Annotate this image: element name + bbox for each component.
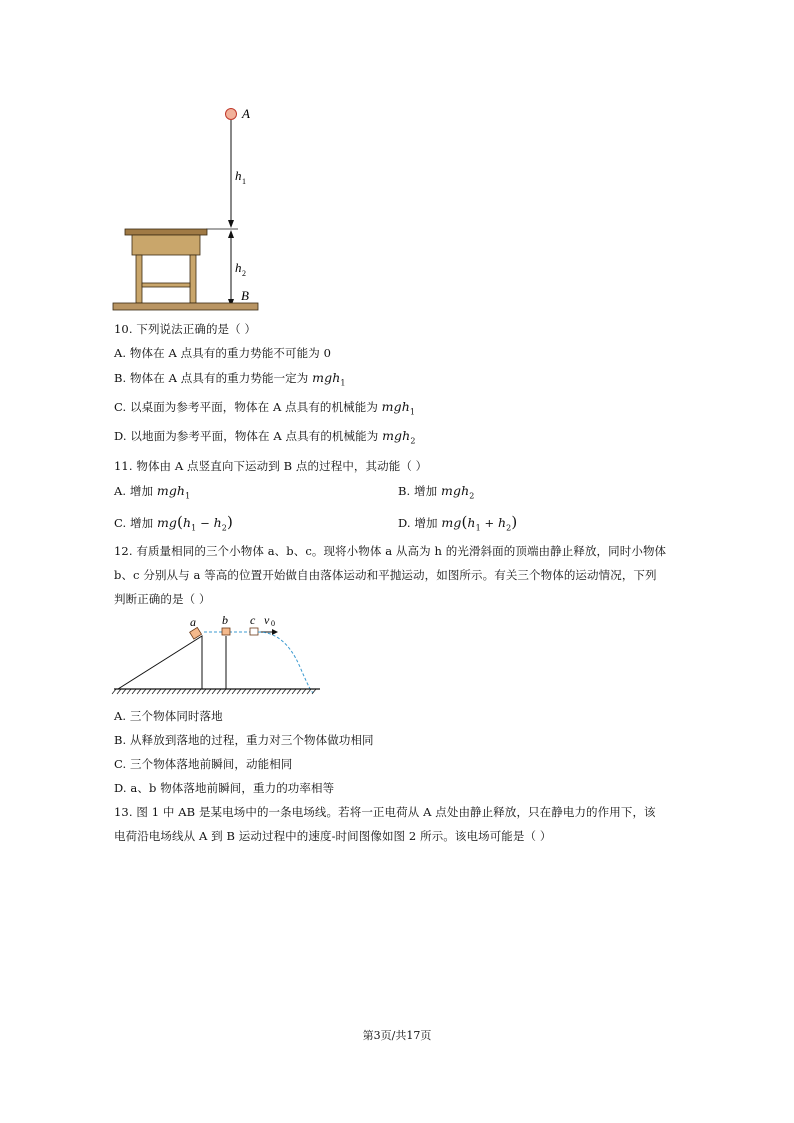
desk-crossbar <box>142 283 190 287</box>
q11-option-d-inner2: h <box>498 515 507 530</box>
q10-option-b <box>114 370 346 387</box>
q11-option-d-math: mg <box>441 515 462 530</box>
q10-option-d-text: D. 以地面为参考平面，物体在 A 点具有的机械能为 <box>114 429 383 443</box>
q11-option-c-math: mg <box>156 515 178 530</box>
desk-top <box>125 229 207 235</box>
q11-option-d-sub2: 2 <box>506 523 512 533</box>
label-A: A <box>242 106 250 121</box>
q12-line3: 判断正确的是（ ） <box>114 592 211 606</box>
q13-line2: 电荷沿电场线从 A 到 B 运动过程中的速度-时间图像如图 2 所示。该电场可能是（ ） <box>114 829 552 843</box>
q11-option-a-text: A. 增加 <box>114 484 157 498</box>
q12-line2: b、c 分别从与 a 等高的位置开始做自由落体运动和平抛运动，如图所示。有关三个物体的运动情况，下列 <box>114 568 657 582</box>
desk-leg-left <box>136 255 142 303</box>
projectile-path <box>258 632 313 693</box>
q11-option-b-math: mgh <box>441 483 470 498</box>
q11-option-c-op: − <box>196 516 214 530</box>
q12-option-b: B. 从释放到落地的过程，重力对三个物体做功相同 <box>114 733 374 747</box>
q11-option-c-sub1: 1 <box>191 523 197 533</box>
desk-drawer <box>132 235 200 255</box>
v0-arrow-head <box>272 629 278 635</box>
q11-option-c-sub2: 2 <box>221 523 227 533</box>
q12-option-c: C. 三个物体落地前瞬间，动能相同 <box>114 757 293 771</box>
q10-option-c-math: mgh <box>381 399 410 414</box>
q10-option-c-sub: 1 <box>409 407 416 417</box>
figure-incline-projectile <box>110 612 325 697</box>
q10-option-c <box>114 399 415 416</box>
q13-line1: 13. 图 1 中 AB 是某电场中的一条电场线。若将一正电荷从 A 点处由静止释放，只在静电力的作用下，该 <box>114 805 656 819</box>
q11-option-d: D. 增加 $mg(h_1 + h_2)$ <box>398 513 518 533</box>
desk-leg-right <box>190 255 196 303</box>
q10-option-d-math: mgh <box>382 428 411 443</box>
q11-option-d-op: + <box>480 516 499 530</box>
ground <box>113 303 258 310</box>
q11-option-b <box>398 483 474 500</box>
q11-stem: 11. 物体由 A 点竖直向下运动到 B 点的过程中，其动能（ ） <box>114 459 428 473</box>
q10-option-d <box>114 428 416 445</box>
q11-option-d-inner1: h <box>467 515 476 530</box>
q12-option-a: A. 三个物体同时落地 <box>114 709 223 723</box>
q11-option-d-sub1: 1 <box>475 523 481 533</box>
q10-option-c-text: C. 以桌面为参考平面，物体在 A 点具有的机械能为 <box>114 400 382 414</box>
label-h2: h <box>235 260 242 275</box>
incline <box>118 636 202 689</box>
box-b <box>222 628 230 635</box>
box-c <box>250 628 258 635</box>
q10-option-a: A. 物体在 A 点具有的重力势能不可能为 0 <box>114 346 332 360</box>
label-v0: v <box>264 613 270 627</box>
q11-option-b-text: B. 增加 <box>398 484 442 498</box>
q11-option-a-sub: 1 <box>185 491 191 501</box>
q11-option-c-text: C. 增加 <box>114 516 157 530</box>
q11-option-a-math: mgh <box>156 483 186 498</box>
q11-option-c: C. 增加 $mg(h_1 - h_2)$ <box>114 513 233 533</box>
q12-line1: 12. 有质量相同的三个小物体 a、b、c。现将小物体 a 从高为 h 的光滑斜面的顶端由静止释放，同时小物体 <box>114 544 667 558</box>
q10-option-b-sub: 1 <box>340 378 346 388</box>
q11-option-d-text: D. 增加 <box>398 516 442 530</box>
q12-option-d: D. a、b 物体落地前瞬间，重力的功率相等 <box>114 781 335 795</box>
q10-option-d-sub: 2 <box>410 436 416 446</box>
label-B: B <box>241 288 249 303</box>
q10-stem: 10. 下列说法正确的是（ ） <box>114 322 257 336</box>
label-h2-sub: 2 <box>242 269 246 278</box>
label-v0-sub: 0 <box>271 619 275 628</box>
q11-option-c-inner2: h <box>213 515 222 530</box>
label-c: c <box>250 613 256 627</box>
label-a: a <box>190 615 196 629</box>
ground-hatching <box>112 689 316 694</box>
q11-option-c-inner1: h <box>182 515 192 530</box>
ball-A <box>226 109 237 120</box>
q11-option-b-sub: 2 <box>469 491 475 501</box>
label-h1: h <box>235 168 242 183</box>
q10-option-b-text: B. 物体在 A 点具有的重力势能一定为 <box>114 371 313 385</box>
h1-arrow-head <box>228 220 234 228</box>
figure-ball-desk <box>108 100 278 316</box>
label-h1-sub: 1 <box>242 177 246 186</box>
page-footer: 第3页/共17页 <box>362 1029 432 1042</box>
q11-option-a <box>114 483 190 500</box>
label-b: b <box>222 613 228 627</box>
q10-option-b-math: mgh <box>312 370 341 385</box>
